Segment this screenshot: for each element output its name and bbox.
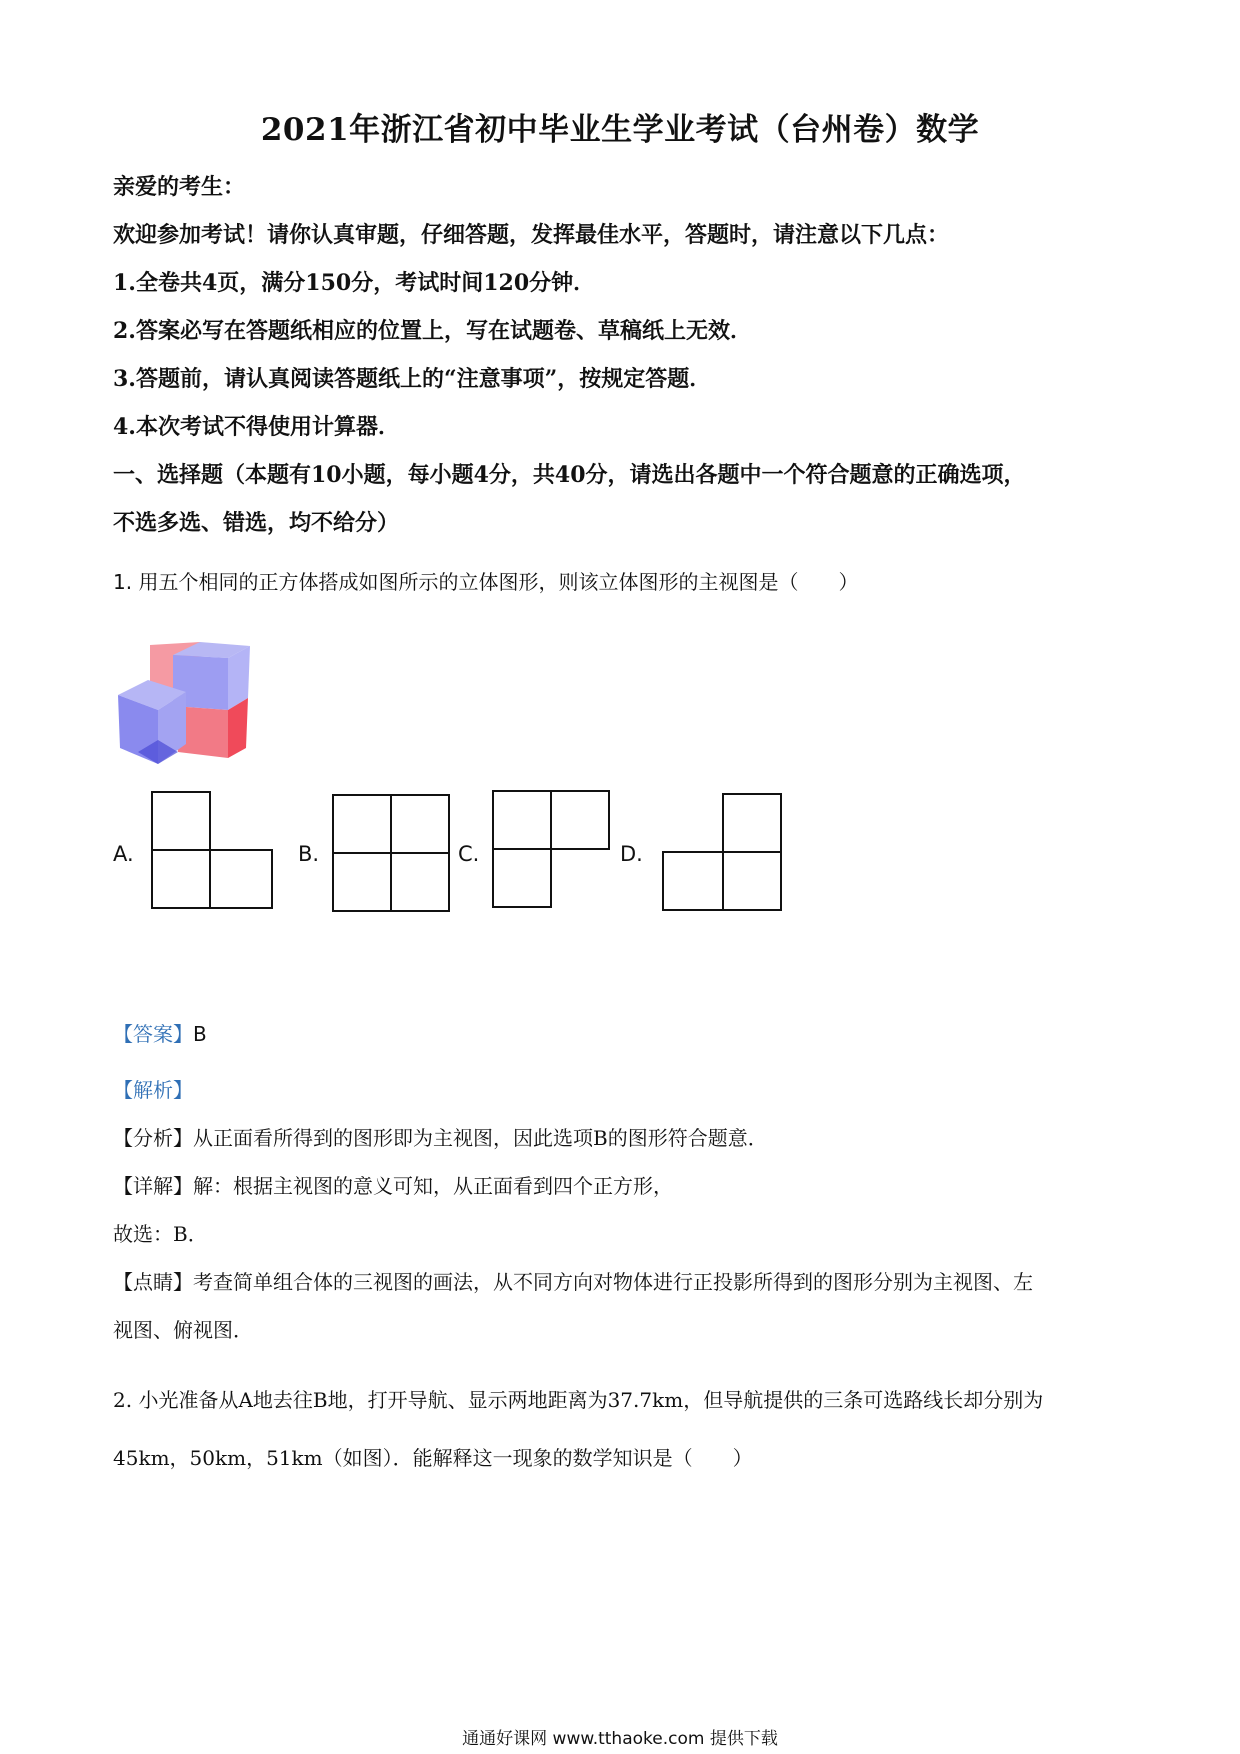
fenxi-tag: 【分析】 <box>113 1126 193 1150</box>
dianjing-line-2: 视图、俯视图． <box>113 1318 253 1342</box>
answer-value: B <box>193 1022 207 1046</box>
note-4: 4.本次考试不得使用计算器． <box>113 414 400 440</box>
greeting: 亲爱的考生： <box>113 174 246 200</box>
analysis-line <box>113 1074 193 1103</box>
option-b-figure <box>331 793 451 913</box>
note-3: 3.答题前，请认真阅读答题纸上的“注意事项”，按规定答题． <box>113 366 712 392</box>
question-2-line-1: 2. 小光准备从A地去往B地，打开导航、显示两地距离为37.7km，但导航提供的三条可选路线长却分别为 <box>113 1388 1044 1412</box>
note-1: 1.全卷共4页，满分150分，考试时间120分钟． <box>113 270 596 296</box>
analysis-tag: 【解析】 <box>113 1078 193 1102</box>
option-d-figure <box>661 792 785 912</box>
option-a-label: A. <box>113 842 134 866</box>
dianjing-line-1 <box>113 1266 1033 1295</box>
answer-line <box>113 1018 207 1047</box>
option-c-label: C. <box>458 842 480 866</box>
option-c-figure <box>491 789 611 909</box>
page-footer: 通通好课网 www.tthaoke.com 提供下载 <box>462 1729 778 1749</box>
xiangjie-text: 解：根据主视图的意义可知，从正面看到四个正方形， <box>193 1174 673 1198</box>
question-2-line-2: 45km，50km，51km（如图）．能解释这一现象的数学知识是（ ） <box>113 1446 753 1470</box>
option-b-label: B. <box>298 842 320 866</box>
note-2: 2.答案必写在答题纸相应的位置上，写在试题卷、草稿纸上无效． <box>113 318 752 344</box>
page-title: 2021年浙江省初中毕业生学业考试（台州卷）数学 <box>260 112 980 148</box>
option-d-label: D. <box>620 842 643 866</box>
section-heading-line-1: 一、选择题（本题有10小题，每小题4分，共40分，请选出各题中一个符合题意的正确选项， <box>113 462 1026 488</box>
question-1-text: 1. 用五个相同的正方体搭成如图所示的立体图形，则该立体图形的主视图是（ ） <box>113 570 859 594</box>
answer-tag: 【答案】 <box>113 1022 193 1046</box>
welcome-text: 欢迎参加考试！请你认真审题，仔细答题，发挥最佳水平，答题时，请注意以下几点： <box>113 222 950 248</box>
section-heading-line-2: 不选多选、错选，均不给分） <box>113 510 400 536</box>
option-a-figure <box>150 790 276 910</box>
cube-stack-figure <box>118 640 258 765</box>
guxuan-line: 故选：B． <box>113 1222 208 1246</box>
fenxi-line <box>113 1122 768 1151</box>
dianjing-tag: 【点睛】 <box>113 1270 193 1294</box>
xiangjie-line <box>113 1170 673 1199</box>
fenxi-text: 从正面看所得到的图形即为主视图，因此选项B的图形符合题意． <box>193 1126 768 1150</box>
xiangjie-tag: 【详解】 <box>113 1174 193 1198</box>
dianjing-text-1: 考查简单组合体的三视图的画法，从不同方向对物体进行正投影所得到的图形分别为主视图、左 <box>193 1270 1033 1294</box>
